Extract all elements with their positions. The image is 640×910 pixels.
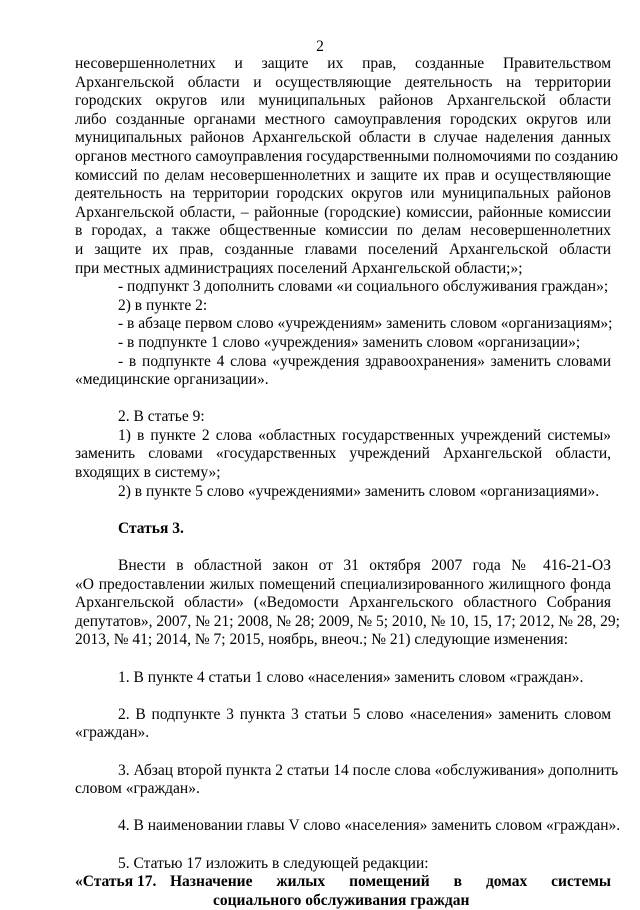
article-17-number: «Статья 17.	[75, 873, 157, 891]
blank-line	[75, 836, 611, 855]
text-line: - в подпункте 1 слово «учреждения» заменить словом «организации»;	[118, 333, 581, 351]
text-line: - в подпункте 4 слова «учреждения здравоохранения» заменить словами	[118, 352, 611, 370]
text-line: несовершеннолетних и защите их прав, созданные Правительством	[75, 55, 611, 72]
text-line: - подпункт 3 дополнить словами «и социального обслуживания граждан»;	[118, 278, 609, 296]
text-line: Статья 3.	[118, 519, 184, 537]
text-line: входящих в систему»;	[75, 464, 221, 482]
text-line: словом «граждан».	[75, 780, 200, 798]
text-line: 3. Абзац второй пункта 2 статьи 14 после слова «обслуживания» дополнить	[118, 761, 619, 779]
blank-line	[75, 743, 611, 762]
text-line: 4. В наименовании главы V слово «населения» заменить словом «граждан».	[118, 817, 621, 835]
article-17-title-line-2: социального обслуживания граждан	[213, 891, 470, 909]
text-line: при местных администрациях поселений Архангельской области;»;	[75, 259, 523, 277]
article-17-title-line-1: Назначение жилых помещений в домах системы	[170, 873, 611, 891]
text-line: заменить словами «государственных учреждений Архангельской области,	[75, 445, 611, 463]
text-line: органов местного самоуправления государственными полномочиями по созданию	[75, 147, 619, 165]
text-line: в городах, а также общественные комиссии по делам несовершеннолетних	[75, 222, 611, 240]
text-line: 1) в пункте 2 слова «областных государственных учреждений системы»	[118, 426, 611, 444]
text-line: Архангельской области» («Ведомости Архангельского областного Собрания	[75, 594, 611, 612]
text-line: и защите их прав, созданные главами поселений Архангельской области	[75, 240, 611, 258]
text-line: 2) в пункте 2:	[118, 296, 208, 314]
text-line: 2013, № 41; 2014, № 7; 2015, ноябрь, внеоч.; № 21) следующие изменения:	[75, 631, 568, 649]
page-number: 2	[316, 38, 324, 55]
blank-line	[75, 650, 611, 669]
text-line: Архангельской области, – районные (городские) комиссии, районные комиссии	[75, 203, 611, 221]
text-line: «медицинские организации».	[75, 371, 269, 389]
text-line: либо созданные органами местного самоуправления городских округов или	[75, 110, 611, 128]
text-line: 2. В подпункте 3 пункта 3 статьи 5 слово «населения» заменить словом	[118, 705, 611, 723]
document-body	[75, 55, 621, 910]
blank-line	[75, 538, 611, 557]
text-line: депутатов», 2007, № 21; 2008, № 28; 2009, № 5; 2010, № 10, 15, 17; 2012, № 28, 29;	[75, 612, 620, 630]
text-line: Архангельской области и осуществляющие деятельность на территории	[75, 73, 611, 91]
text-line: городских округов или муниципальных районов Архангельской области	[75, 92, 611, 110]
text-line: Внести в областной закон от 31 октября 2007 года № 416-21-ОЗ	[118, 557, 611, 575]
blank-line	[75, 501, 611, 520]
text-line: деятельность на территории городских округов или муниципальных районов	[75, 185, 611, 203]
text-line: «граждан».	[75, 724, 150, 742]
blank-line	[75, 687, 611, 706]
text-line: 5. Статью 17 изложить в следующей редакции:	[118, 854, 429, 872]
text-line: комиссий по делам несовершеннолетних и защите их прав и осуществляющие	[75, 166, 611, 184]
text-line: муниципальных районов Архангельской области в случае наделения данных	[75, 129, 611, 147]
text-line: 2) в пункте 5 слово «учреждениями» заменить словом «организациями».	[118, 482, 600, 500]
text-line: - в абзаце первом слово «учреждениям» заменить словом «организациям»;	[118, 315, 613, 333]
blank-line	[75, 799, 611, 818]
text-line: «О предоставлении жилых помещений специализированного жилищного фонда	[75, 575, 611, 593]
article-17-heading	[75, 873, 611, 892]
text-line: 2. В статье 9:	[118, 408, 205, 426]
blank-line	[75, 390, 611, 409]
text-line: 1. В пункте 4 статьи 1 слово «населения» заменить словом «граждан».	[118, 668, 584, 686]
